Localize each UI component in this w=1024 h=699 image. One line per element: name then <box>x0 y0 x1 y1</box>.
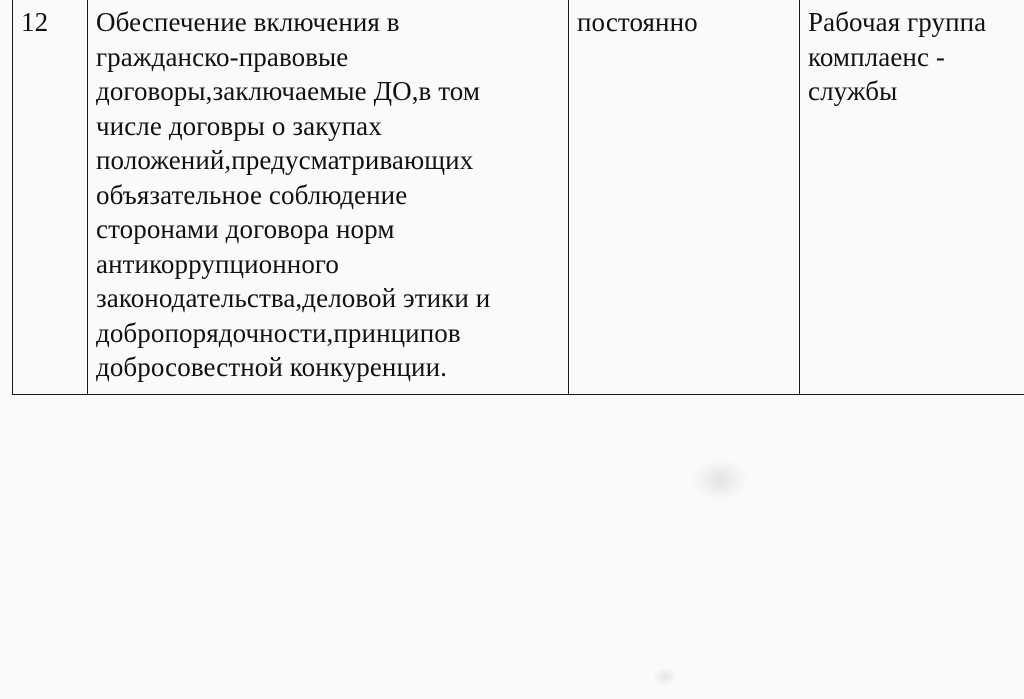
row-number: 12 <box>21 7 49 37</box>
action-cell <box>88 0 569 395</box>
action-plan-table <box>12 0 1024 395</box>
action-description: Обеспечение включения в гражданско-правовые договоры,заключаемые ДО,в том числе договры о закупах положений,предусматривающих объязательное соблюдение сторонами договора норм антикоррупционного законодательства,деловой этики и добропорядочности,принципов добросовестной конкуренции. <box>96 7 491 382</box>
responsible-cell <box>800 0 1024 395</box>
term-text: постоянно <box>577 7 698 37</box>
term-cell <box>569 0 800 395</box>
table-row <box>13 0 1024 395</box>
row-number-cell <box>13 0 88 395</box>
responsible-text: Рабочая группа комплаенс - службы <box>808 7 987 106</box>
